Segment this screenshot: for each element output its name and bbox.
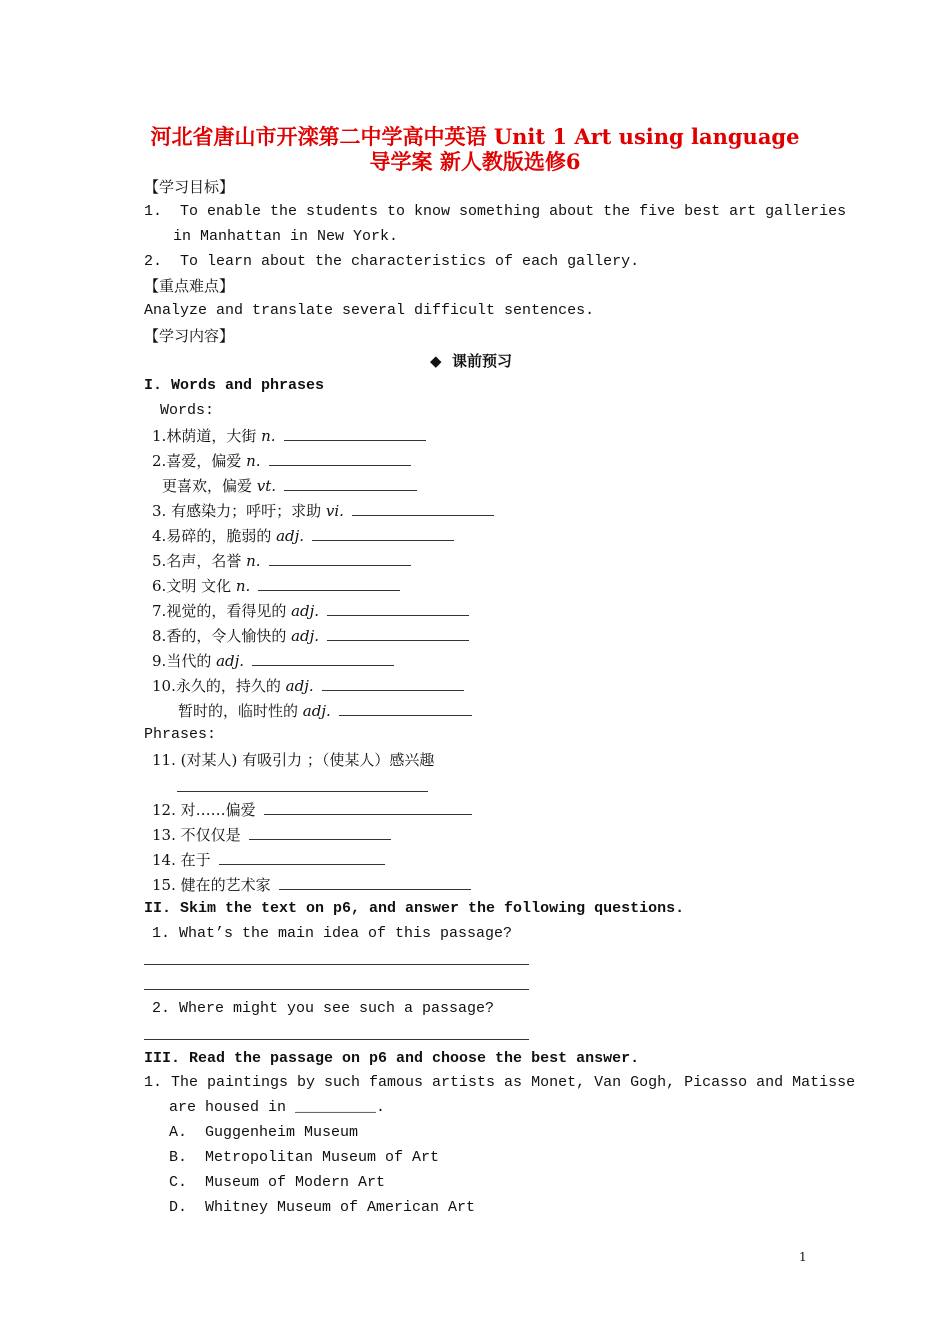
key-points-text: Analyze and translate several difficult sentences. (144, 302, 595, 319)
objective-1-cont: in Manhattan in New York. (173, 228, 399, 245)
word-item: 6.文明 文化 n. (152, 575, 400, 596)
phrase-item: 13. 不仅仅是 (152, 824, 391, 845)
section3-question-1-cont: are housed in _________. (169, 1099, 386, 1116)
answer-blank[interactable] (249, 824, 391, 840)
words-label: Words: (160, 402, 215, 419)
phrase-item: 11. (对某人) 有吸引力 ；（使某人）感兴趣 (152, 751, 435, 769)
word-item: 9.当代的 adj. (152, 650, 394, 671)
answer-blank[interactable] (269, 450, 411, 466)
answer-blank[interactable] (258, 575, 400, 591)
phrase-item: 15. 健在的艺术家 (152, 874, 471, 895)
objective-2: 2. To learn about the characteristics of each gallery. (144, 253, 640, 270)
phrase-item: 14. 在于 (152, 849, 385, 870)
preview-label: ◆ 课前预习 (430, 352, 512, 370)
answer-blank[interactable] (339, 700, 472, 716)
title-line-2: 导学案 新人教版选修6 (369, 149, 581, 174)
word-item: 7.视觉的，看得见的 adj. (152, 600, 469, 621)
option-c: C. Museum of Modern Art (169, 1174, 386, 1191)
objectives-heading: 【学习目标】 (144, 178, 235, 196)
section3-heading: III. Read the passage on p6 and choose the best answer. (144, 1050, 640, 1067)
phrase-item: 12. 对……偏爱 (152, 799, 472, 820)
answer-line[interactable] (144, 1039, 529, 1040)
section3-question-1: 1. The paintings by such famous artists as Monet, Van Gogh, Picasso and Matisse (144, 1074, 856, 1091)
answer-blank[interactable] (352, 500, 494, 516)
word-item: 暂时的，临时性的 adj. (178, 700, 472, 721)
word-item: 4.易碎的，脆弱的 adj. (152, 525, 454, 546)
answer-blank[interactable] (177, 791, 428, 792)
objective-1: 1. To enable the students to know something about the five best art galleries (144, 203, 847, 220)
word-item: 更喜欢，偏爱 vt. (162, 475, 417, 496)
word-item: 5.名声，名誉 n. (152, 550, 411, 571)
word-item: 10.永久的，持久的 adj. (152, 675, 464, 696)
key-points-heading: 【重点难点】 (144, 277, 235, 295)
answer-blank[interactable] (312, 525, 454, 541)
word-item: 3. 有感染力；呼吁；求助 vi. (152, 500, 494, 521)
option-a: A. Guggenheim Museum (169, 1124, 359, 1141)
answer-blank[interactable] (269, 550, 411, 566)
phrases-label: Phrases: (144, 726, 217, 743)
title-line-1: 河北省唐山市开滦第二中学高中英语 Unit 1 Art using language (150, 124, 800, 149)
answer-line[interactable] (144, 989, 529, 990)
option-d: D. Whitney Museum of American Art (169, 1199, 476, 1216)
answer-blank[interactable] (279, 874, 471, 890)
answer-blank[interactable] (284, 475, 417, 491)
answer-blank[interactable] (322, 675, 464, 691)
page-number: 1 (799, 1250, 807, 1264)
word-item: 1.林荫道，大街 n. (152, 425, 426, 446)
answer-blank[interactable] (327, 600, 469, 616)
section2-question-2: 2. Where might you see such a passage? (152, 1000, 495, 1017)
answer-blank[interactable] (252, 650, 394, 666)
section2-heading: II. Skim the text on p6, and answer the following questions. (144, 900, 685, 917)
answer-blank[interactable] (219, 849, 385, 865)
word-item: 2.喜爱，偏爱 n. (152, 450, 411, 471)
option-b: B. Metropolitan Museum of Art (169, 1149, 440, 1166)
answer-blank[interactable] (327, 625, 469, 641)
answer-blank[interactable] (264, 799, 472, 815)
section2-question-1: 1. What’s the main idea of this passage? (152, 925, 513, 942)
answer-blank[interactable] (284, 425, 426, 441)
section1-heading: I. Words and phrases (144, 377, 325, 394)
answer-line[interactable] (144, 964, 529, 965)
word-item: 8.香的，令人愉快的 adj. (152, 625, 469, 646)
content-heading: 【学习内容】 (144, 327, 235, 345)
